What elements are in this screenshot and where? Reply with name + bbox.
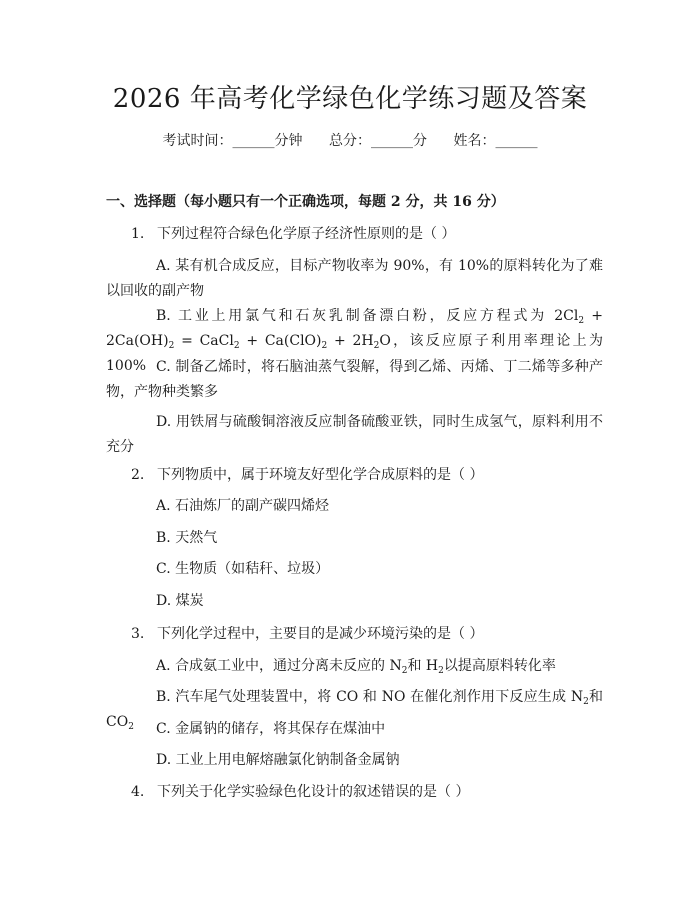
option-2c: C. 生物质（如秸秆、垃圾） — [156, 561, 330, 577]
option-1a: A. 某有机合成反应，目标产物收率为 90%，有 10%的原料转化为了难以回收的副产物 — [106, 258, 603, 299]
total-score: 总分：______分 — [329, 133, 427, 149]
option-3b: B. 汽车尾气处理装置中，将 CO 和 NO 在催化剂作用下反应生成 $N_2$和 $CO_2$ — [106, 689, 604, 732]
question-stem: 下列物质中，属于环境友好型化学合成原料的是（ ） — [157, 467, 484, 483]
question-number: 3. — [131, 626, 145, 642]
option-1c: C. 制备乙烯时，将石脑油蒸气裂解，得到乙烯、丙烯、丁二烯等多种产物，产物种类繁多 — [106, 359, 603, 400]
option-3d: D. 工业上用电解熔融氯化钠制备金属钠 — [156, 752, 400, 768]
question-stem: 下列化学过程中，主要目的是减少环境污染的是（ ） — [157, 626, 484, 642]
option-2a: A. 石油炼厂的副产碳四烯烃 — [156, 498, 330, 514]
question-2 — [131, 465, 483, 485]
question-3 — [131, 624, 483, 644]
option-3c: C. 金属钠的储存，将其保存在煤油中 — [156, 721, 386, 737]
question-stem: 下列关于化学实验绿色化设计的叙述错误的是（ ） — [157, 784, 470, 800]
question-number: 1. — [131, 226, 145, 242]
option-3a: A. 合成氨工业中，通过分离未反应的 $N_2$和 $H_2$以提高原料转化率 — [156, 658, 556, 676]
option-2b: B. 天然气 — [156, 530, 218, 546]
option-1d: D. 用铁屑与硫酸铜溶液反应制备硫酸亚铁，同时生成氢气，原料利用不充分 — [106, 414, 603, 455]
question-1 — [131, 224, 455, 244]
section-heading: 一、选择题（每小题只有一个正确选项，每题 2 分，共 16 分） — [106, 194, 505, 210]
question-number: 4. — [131, 784, 145, 800]
question-stem: 下列过程符合绿色化学原子经济性原则的是（ ） — [157, 226, 456, 242]
option-1b: B. 工业上用氯气和石灰乳制备漂白粉，反应方程式为 $2Cl_2 + 2Ca(OH)_2$ = CaCl$_2$ + $Ca(ClO)_2 + 2H_2O$，该反应原子利用率理论上为 100% — [106, 308, 604, 374]
option-2d: D. 煤炭 — [156, 593, 204, 609]
page-title: 2026 年高考化学绿色化学练习题及答案 — [112, 84, 588, 114]
question-4 — [131, 782, 469, 802]
question-number: 2. — [131, 467, 145, 483]
exam-time: 考试时间：______分钟 — [162, 133, 303, 149]
student-name: 姓名：______ — [453, 133, 538, 149]
exam-info — [0, 131, 700, 151]
